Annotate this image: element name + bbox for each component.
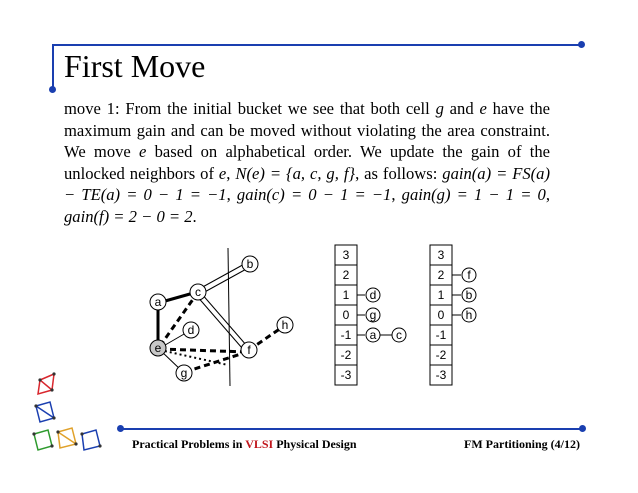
bucket-right — [430, 245, 476, 385]
text-part: have the maximum gain and can be moved without violating the area constraint. We move — [64, 99, 550, 162]
text-part: . — [192, 206, 197, 226]
edge-c-f — [196, 295, 242, 348]
node-g — [176, 365, 192, 381]
edge-e-f — [160, 349, 247, 352]
node-label: d — [187, 323, 195, 337]
bucket-gain: -1 — [340, 328, 352, 342]
rule-dot-bottom-left — [117, 425, 124, 432]
bucket-gain: -1 — [435, 328, 447, 342]
math-gain-c: gain(c) = 0 − 1 = −1 — [236, 185, 392, 205]
circuit-logo-icon — [30, 372, 110, 462]
math-neighbors: N(e) = {a, c, g, f} — [235, 163, 356, 183]
edge-g-f — [185, 352, 247, 372]
bucket-gain: 2 — [342, 268, 350, 282]
footer-accent: VLSI — [245, 437, 274, 451]
bucket-cell: d — [369, 288, 377, 302]
math-gain-a: gain(a) = FS(a) − TE(a) = 0 − 1 = −1 — [64, 163, 550, 205]
footer-course-title — [132, 437, 357, 452]
bucket-cell: c — [396, 328, 402, 342]
math-e: e — [479, 99, 487, 118]
text-part: and — [443, 99, 480, 118]
node-c — [190, 284, 206, 300]
node-b — [242, 256, 258, 272]
bucket-gain: -2 — [435, 348, 447, 362]
graph-nodes — [150, 256, 293, 381]
footer-suffix: Physical Design — [273, 437, 357, 451]
bucket-gain: 0 — [342, 308, 350, 322]
node-label: f — [247, 343, 251, 357]
text-part: , — [391, 185, 402, 205]
bottom-rule — [120, 428, 582, 430]
footer-prefix: Practical Problems in — [132, 437, 246, 451]
edge-c-b-2 — [201, 267, 250, 294]
node-label: e — [154, 341, 162, 355]
bucket-gain: -3 — [435, 368, 447, 382]
math-e: e — [139, 142, 147, 162]
bucket-gain: 1 — [437, 288, 445, 302]
bucket-cell: g — [369, 308, 377, 322]
text-part: , as follows: — [355, 163, 443, 183]
bucket-gain: -2 — [340, 348, 352, 362]
bucket-gain: -3 — [340, 368, 352, 382]
node-d — [183, 322, 199, 338]
node-a — [150, 294, 166, 310]
slide-title: First Move — [64, 48, 206, 84]
node-h — [277, 317, 293, 333]
footer-section-title: FM Partitioning (4/12) — [464, 437, 580, 451]
bucket-gain: 0 — [437, 308, 445, 322]
node-label: b — [246, 257, 254, 271]
bucket-gain: 3 — [342, 248, 350, 262]
graph-edges — [158, 262, 284, 372]
rule-dot-bottom-right — [579, 425, 586, 432]
bucket-cell: b — [465, 288, 473, 302]
math-g: g — [435, 99, 444, 118]
node-e — [150, 340, 166, 356]
text-part: , — [226, 185, 237, 205]
bucket-gain: 3 — [437, 248, 445, 262]
bucket-gain: 1 — [342, 288, 350, 302]
text-part: , — [545, 185, 551, 205]
bucket-cell: h — [465, 308, 473, 322]
text-part: based on alphabetical order. We update the gain of the unlocked neighbors of — [64, 142, 550, 183]
partition-line — [228, 248, 230, 386]
text-part: , — [226, 163, 236, 183]
node-label: g — [180, 366, 188, 380]
bucket-left — [335, 245, 406, 385]
bucket-cell: f — [467, 268, 471, 282]
edge-c-f-2 — [201, 293, 247, 346]
bucket-gain: 2 — [437, 268, 445, 282]
text-part: move 1: From the initial bucket we see that both cell — [64, 99, 436, 118]
node-label: c — [195, 285, 201, 299]
bucket-cell: a — [369, 328, 377, 342]
edge-c-b — [199, 262, 248, 289]
math-gain-f: gain(f) = 2 − 0 = 2 — [64, 206, 193, 226]
math-gain-g: gain(g) = 1 − 1 = 0 — [401, 185, 546, 205]
node-f — [241, 342, 257, 358]
node-label: h — [281, 318, 289, 332]
node-label: a — [154, 295, 162, 309]
math-e: e — [218, 163, 227, 183]
